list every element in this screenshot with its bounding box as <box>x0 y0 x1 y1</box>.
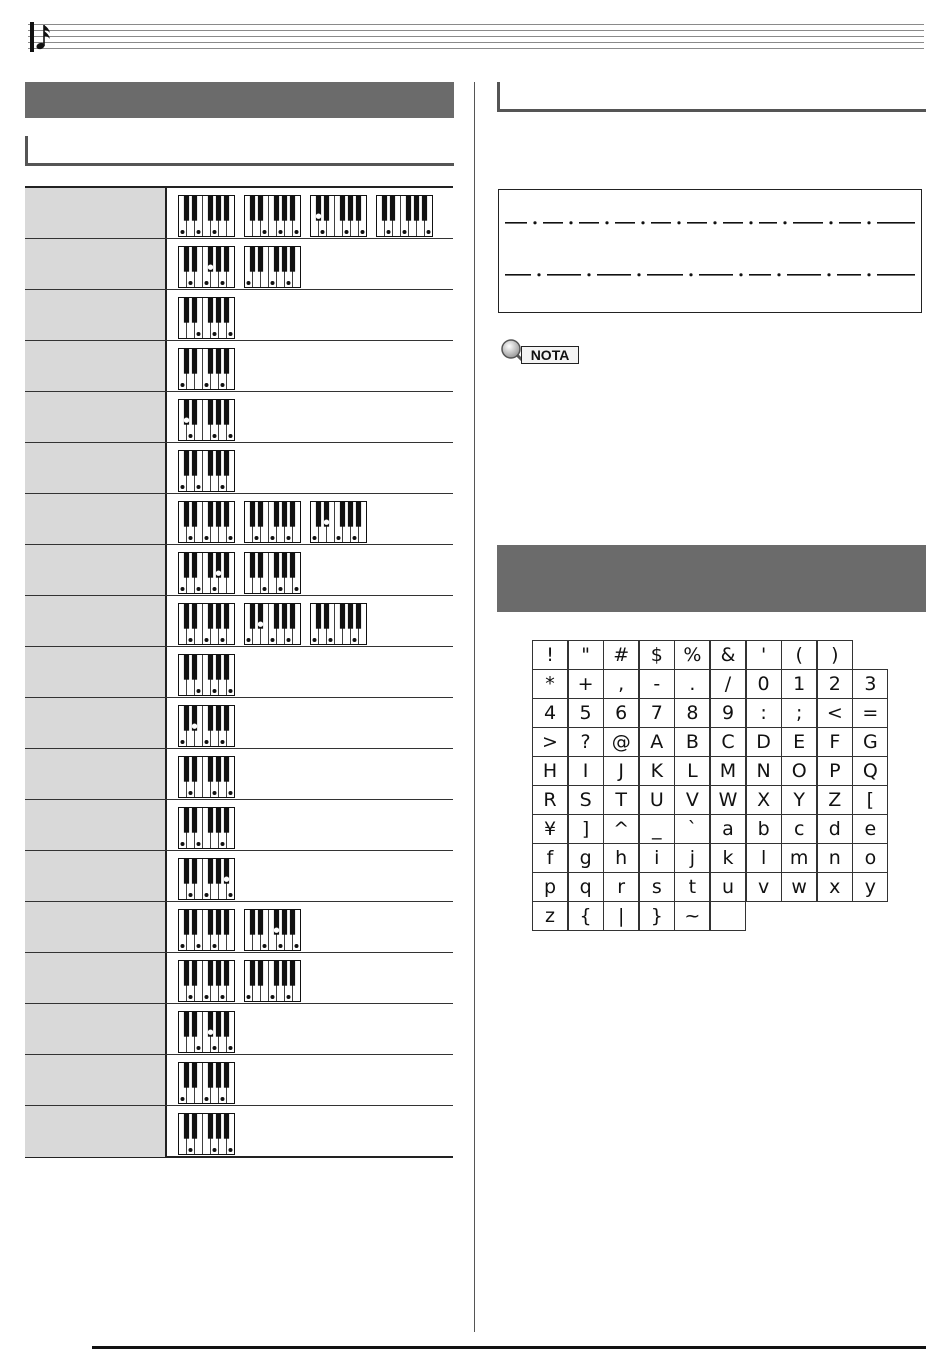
character-cell: b <box>746 814 782 844</box>
keyboard-diagram <box>178 552 235 594</box>
chord-name-cell <box>25 239 165 289</box>
character-cell: m <box>781 843 817 873</box>
keyboard-diagram <box>244 909 301 951</box>
keyboard-diagram <box>178 195 235 237</box>
character-cell: E <box>781 727 817 757</box>
character-cell: ] <box>568 814 604 844</box>
keyboard-diagram <box>178 756 235 798</box>
character-cell: S <box>568 785 604 815</box>
chord-row <box>25 953 453 1004</box>
character-cell: c <box>781 814 817 844</box>
keyboard-diagram <box>244 552 301 594</box>
character-cell: 0 <box>746 669 782 699</box>
character-cell: } <box>639 901 675 931</box>
character-cell: ( <box>781 640 817 670</box>
character-cell: W <box>710 785 746 815</box>
chord-name-cell <box>25 290 165 340</box>
chord-fingering-table <box>25 186 453 1158</box>
character-cell: I <box>568 756 604 786</box>
keyboard-diagram <box>310 603 367 645</box>
character-cell: D <box>746 727 782 757</box>
keyboard-diagram <box>178 705 235 747</box>
chord-row <box>25 545 453 596</box>
chord-row <box>25 239 453 290</box>
chord-name-cell <box>25 1055 165 1105</box>
keyboard-diagram <box>178 1011 235 1053</box>
keyboard-diagram <box>244 246 301 288</box>
character-cell: 3 <box>852 669 888 699</box>
note-badge <box>500 338 584 366</box>
chord-row <box>25 1004 453 1055</box>
character-cell: d <box>817 814 853 844</box>
character-cell: Y <box>781 785 817 815</box>
keyboard-diagram <box>178 1113 235 1155</box>
section-banner-right <box>497 545 926 612</box>
keyboard-diagram <box>310 501 367 543</box>
character-cell: x <box>817 872 853 902</box>
character-cell: t <box>674 872 710 902</box>
chord-name-cell <box>25 902 165 952</box>
chord-name-cell <box>25 800 165 850</box>
character-cell: = <box>852 698 888 728</box>
character-cell: p <box>532 872 568 902</box>
subsection-heading-left <box>25 136 454 166</box>
character-cell: g <box>568 843 604 873</box>
chord-name-cell <box>25 545 165 595</box>
keyboard-diagram <box>178 1062 235 1104</box>
character-cell: L <box>674 756 710 786</box>
character-cell: v <box>746 872 782 902</box>
chord-name-cell <box>25 953 165 1003</box>
chord-name-cell <box>25 392 165 442</box>
character-cell: A <box>639 727 675 757</box>
column-divider <box>474 82 475 1332</box>
character-cell: ) <box>817 640 853 670</box>
keyboard-diagram <box>310 195 367 237</box>
character-cell: j <box>674 843 710 873</box>
character-cell: C <box>710 727 746 757</box>
chord-row <box>25 443 453 494</box>
character-cell: : <box>746 698 782 728</box>
character-cell: R <box>532 785 568 815</box>
character-cell: 5 <box>568 698 604 728</box>
character-cell: ! <box>532 640 568 670</box>
character-cell: Q <box>852 756 888 786</box>
character-cell: " <box>568 640 604 670</box>
character-cell: ¥ <box>532 814 568 844</box>
chord-name-cell <box>25 596 165 646</box>
character-cell: K <box>639 756 675 786</box>
character-cell: f <box>532 843 568 873</box>
keyboard-diagram <box>178 297 235 339</box>
character-cell: N <box>746 756 782 786</box>
character-cell: 1 <box>781 669 817 699</box>
character-cell: J <box>603 756 639 786</box>
chord-row <box>25 851 453 902</box>
keyboard-diagram <box>178 654 235 696</box>
character-cell: % <box>674 640 710 670</box>
character-cell: 4 <box>532 698 568 728</box>
character-cell: { <box>568 901 604 931</box>
character-cell: y <box>852 872 888 902</box>
chord-row <box>25 800 453 851</box>
character-cell: h <box>603 843 639 873</box>
character-cell: $ <box>639 640 675 670</box>
keyboard-diagram <box>244 960 301 1002</box>
keyboard-diagram <box>178 960 235 1002</box>
character-cell: Z <box>817 785 853 815</box>
character-cell: O <box>781 756 817 786</box>
character-cell: F <box>817 727 853 757</box>
chord-name-cell <box>25 1004 165 1054</box>
character-cell: T <box>603 785 639 815</box>
keyboard-diagram <box>244 603 301 645</box>
character-cell: B <box>674 727 710 757</box>
footer-rule <box>92 1346 926 1349</box>
dash-dot-line-2 <box>505 270 915 280</box>
chord-row <box>25 647 453 698</box>
character-cell: 2 <box>817 669 853 699</box>
chord-name-cell <box>25 698 165 748</box>
character-cell: o <box>852 843 888 873</box>
section-banner-left <box>25 82 454 118</box>
character-cell: - <box>639 669 675 699</box>
character-cell: M <box>710 756 746 786</box>
character-cell: > <box>532 727 568 757</box>
chord-row <box>25 188 453 239</box>
dash-dot-line-1 <box>505 218 915 228</box>
character-cell <box>710 901 746 931</box>
chord-row <box>25 902 453 953</box>
character-cell: n <box>817 843 853 873</box>
character-cell: 8 <box>674 698 710 728</box>
character-cell: ` <box>674 814 710 844</box>
character-cell: s <box>639 872 675 902</box>
character-cell: q <box>568 872 604 902</box>
chord-row <box>25 596 453 647</box>
character-cell: e <box>852 814 888 844</box>
character-cell: ~ <box>674 901 710 931</box>
character-cell: , <box>603 669 639 699</box>
chord-name-cell <box>25 188 165 238</box>
chord-name-cell <box>25 443 165 493</box>
keyboard-diagram <box>376 195 433 237</box>
chord-row <box>25 698 453 749</box>
character-cell: 7 <box>639 698 675 728</box>
chord-row <box>25 341 453 392</box>
chord-row <box>25 494 453 545</box>
chord-name-cell <box>25 494 165 544</box>
character-cell: r <box>603 872 639 902</box>
character-cell: u <box>710 872 746 902</box>
character-cell: & <box>710 640 746 670</box>
character-cell: # <box>603 640 639 670</box>
character-cell: * <box>532 669 568 699</box>
chord-row <box>25 392 453 443</box>
character-cell: ' <box>746 640 782 670</box>
keyboard-diagram <box>178 603 235 645</box>
chord-name-cell <box>25 647 165 697</box>
character-cell: 6 <box>603 698 639 728</box>
keyboard-diagram <box>178 858 235 900</box>
character-cell: < <box>817 698 853 728</box>
character-cell: P <box>817 756 853 786</box>
character-cell: G <box>852 727 888 757</box>
character-cell: @ <box>603 727 639 757</box>
keyboard-diagram <box>178 909 235 951</box>
chord-name-cell <box>25 1106 165 1157</box>
keyboard-diagram <box>178 807 235 849</box>
character-cell: [ <box>852 785 888 815</box>
chord-name-cell <box>25 851 165 901</box>
character-cell: ? <box>568 727 604 757</box>
page-header-staff <box>28 22 924 52</box>
character-cell: k <box>710 843 746 873</box>
keyboard-diagram <box>244 195 301 237</box>
keyboard-diagram <box>178 501 235 543</box>
character-cell: w <box>781 872 817 902</box>
keyboard-diagram <box>178 246 235 288</box>
chord-row <box>25 1106 453 1157</box>
character-cell: . <box>674 669 710 699</box>
keyboard-diagram <box>178 399 235 441</box>
character-cell: a <box>710 814 746 844</box>
character-cell: + <box>568 669 604 699</box>
note-label: NOTA <box>521 346 579 364</box>
character-cell: X <box>746 785 782 815</box>
chord-row <box>25 290 453 341</box>
keyboard-diagram <box>244 501 301 543</box>
character-cell: H <box>532 756 568 786</box>
dash-dot-display-box <box>498 189 922 313</box>
character-cell: U <box>639 785 675 815</box>
keyboard-diagram <box>178 348 235 390</box>
character-cell: z <box>532 901 568 931</box>
character-cell: l <box>746 843 782 873</box>
chord-row <box>25 1055 453 1106</box>
character-cell: i <box>639 843 675 873</box>
character-cell: 9 <box>710 698 746 728</box>
character-cell: ; <box>781 698 817 728</box>
character-cell: _ <box>639 814 675 844</box>
chord-name-cell <box>25 341 165 391</box>
chord-row <box>25 749 453 800</box>
character-cell: ^ <box>603 814 639 844</box>
character-cell: V <box>674 785 710 815</box>
music-note-icon <box>30 22 54 52</box>
subsection-heading-right <box>497 82 926 112</box>
keyboard-diagram <box>178 450 235 492</box>
character-cell: | <box>603 901 639 931</box>
character-cell: / <box>710 669 746 699</box>
chord-name-cell <box>25 749 165 799</box>
